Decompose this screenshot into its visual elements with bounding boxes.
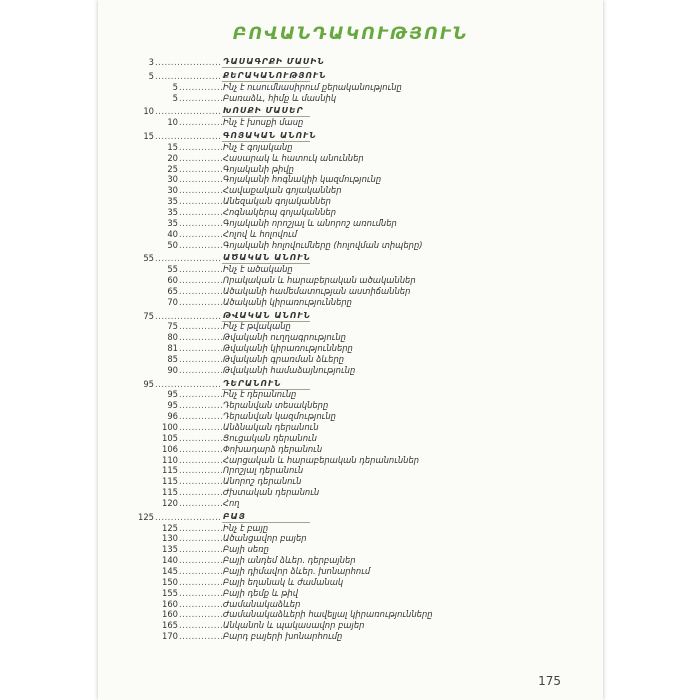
toc-leader-dots <box>155 512 221 523</box>
toc-entry <box>136 207 536 218</box>
toc-page-number: 95 <box>143 378 154 389</box>
toc-title: Ինչ է խոսքի մասը <box>223 117 304 128</box>
toc-leader-dots <box>179 207 222 218</box>
toc-leader-dots <box>179 185 222 196</box>
toc-title: Բայի դեմք և թիվ <box>223 587 299 598</box>
toc-entry <box>136 487 536 498</box>
toc-entry <box>136 93 536 104</box>
toc-entry <box>136 444 536 455</box>
toc-entry <box>136 609 536 620</box>
toc-entry <box>136 117 536 128</box>
toc-title: Բառաձև, հիմք և մասնիկ <box>223 92 337 103</box>
toc-page-number: 30 <box>167 185 178 196</box>
toc-page-number: 15 <box>143 131 154 142</box>
toc-leader-dots <box>179 196 222 207</box>
toc-title: Ինչ է գոյականը <box>223 141 293 152</box>
toc-title: Բայի դիմավոր ձևեր. խոնարհում <box>223 565 371 576</box>
toc-page-number: 75 <box>143 310 154 321</box>
toc-page-number: 70 <box>167 296 178 307</box>
toc-entry <box>136 264 536 275</box>
toc-title: Թվականի համաձայնությունը <box>223 364 356 375</box>
toc-entry <box>136 297 536 308</box>
toc-page-number: 35 <box>167 196 178 207</box>
toc-page-number: 106 <box>162 443 178 454</box>
toc-title: Ածականի համեմատության աստիճաններ <box>223 285 411 296</box>
toc-leader-dots <box>179 343 222 354</box>
toc-entry <box>136 354 536 365</box>
toc-leader-dots <box>179 229 222 240</box>
toc-entry <box>136 400 536 411</box>
toc-leader-dots <box>179 411 222 422</box>
toc-leader-dots <box>179 455 222 466</box>
toc-entry <box>136 164 536 175</box>
toc-page-number: 35 <box>167 217 178 228</box>
toc-title: Ցուցական դերանուն <box>223 432 317 443</box>
toc-title: Ժամանակաձևերի հավելյալ կիրառությունները <box>223 609 433 620</box>
toc-section <box>136 311 536 322</box>
toc-entry <box>136 411 536 422</box>
toc-page-number: 10 <box>167 117 178 128</box>
toc-title: ԴԵՐԱՆՈՒՆ <box>223 378 282 388</box>
toc-title: Հավաքական գոյականներ <box>223 185 342 196</box>
toc-entry <box>136 82 536 93</box>
toc-page-number: 30 <box>167 174 178 185</box>
toc-entry <box>136 343 536 354</box>
toc-title: Դերանվան կազմությունը <box>223 411 336 422</box>
toc-entry <box>136 286 536 297</box>
toc-page-number: 15 <box>167 141 178 152</box>
toc-title: Բայի եղանակ և ժամանակ <box>223 576 344 587</box>
toc-page-number: 95 <box>167 389 178 400</box>
toc-page-number: 170 <box>162 631 178 642</box>
toc-page-number: 130 <box>162 533 178 544</box>
toc-leader-dots <box>179 218 222 229</box>
toc-page-number: 20 <box>167 152 178 163</box>
toc-section <box>136 379 536 390</box>
toc-page-number: 100 <box>162 422 178 432</box>
toc-entry <box>136 321 536 332</box>
toc-leader-dots <box>179 577 222 588</box>
toc-page-number: 5 <box>172 81 178 92</box>
toc-page-number: 25 <box>167 163 178 174</box>
toc-entry <box>136 433 536 444</box>
toc-entry <box>136 599 536 610</box>
toc-entry <box>136 240 536 251</box>
toc-page-number: 135 <box>162 544 178 555</box>
toc-entry <box>136 588 536 599</box>
toc-title: Գոյականի թիվը <box>223 163 294 174</box>
toc-title: Ժամանակաձևեր <box>223 598 301 609</box>
toc-title: Անձնական դերանուն <box>223 422 319 432</box>
toc-leader-dots <box>179 389 222 400</box>
toc-leader-dots <box>179 498 222 509</box>
toc-leader-dots <box>179 142 222 153</box>
toc-leader-dots <box>179 354 222 365</box>
toc-title: Ինչ է դերանունը <box>223 389 297 400</box>
toc-leader-dots <box>179 433 222 444</box>
toc-title: Անեզական գոյականներ <box>223 196 331 207</box>
toc-title: Ինչ է ածականը <box>223 264 293 275</box>
toc-entry <box>136 218 536 229</box>
toc-title: Ժխտական դերանուն <box>223 487 320 498</box>
toc-page-number: 160 <box>162 598 178 609</box>
toc-page-number: 55 <box>143 253 154 264</box>
toc-title: Գոյականի որոշյալ և անորոշ առումներ <box>223 217 397 228</box>
toc-page-number: 40 <box>167 228 178 239</box>
toc-leader-dots <box>179 297 222 308</box>
toc-title: ԴԱՍԱԳՐՔԻ ՄԱՍԻՆ <box>223 57 325 66</box>
toc-page-number: 125 <box>162 522 178 533</box>
toc-entry <box>136 422 536 433</box>
toc-leader-dots <box>179 332 222 343</box>
toc-entry <box>136 275 536 286</box>
toc-page-number: 115 <box>162 476 178 487</box>
toc-title: Դերանվան տեսակները <box>223 400 329 411</box>
toc-page-number: 165 <box>162 620 178 631</box>
toc-entry <box>136 620 536 631</box>
toc-page-number: 95 <box>167 400 178 411</box>
toc-page-number: 60 <box>167 275 178 286</box>
section-underline <box>222 67 310 68</box>
toc-entry <box>136 455 536 466</box>
toc-page-number: 115 <box>162 487 178 498</box>
toc-page-number: 90 <box>167 364 178 375</box>
toc-leader-dots <box>179 631 222 642</box>
toc-section <box>136 71 536 82</box>
toc-page-number: 160 <box>162 609 178 620</box>
toc-title: Գոյականի հոլովումները (հոլովման տիպերը) <box>223 239 423 250</box>
toc-title: Գոյականի հոգնակիի կազմությունը <box>223 174 382 185</box>
toc-section <box>136 512 536 523</box>
toc-leader-dots <box>155 131 221 142</box>
toc-leader-dots <box>155 106 221 117</box>
toc-entry <box>136 631 536 642</box>
toc-page-number: 80 <box>167 332 178 343</box>
toc-page-number: 5 <box>172 92 178 103</box>
table-of-contents <box>136 57 536 642</box>
toc-leader-dots <box>179 555 222 566</box>
toc-page-number: 155 <box>162 587 178 598</box>
toc-title: Ածականի կիրառությունները <box>223 296 352 307</box>
toc-title: Բայի սեռը <box>223 544 269 555</box>
toc-leader-dots <box>179 566 222 577</box>
toc-leader-dots <box>179 465 222 476</box>
toc-title: Հոլով և հոլովում <box>223 228 298 239</box>
toc-title: Բայի անդեմ ձևեր. դերբայներ <box>223 555 356 566</box>
toc-entry <box>136 544 536 555</box>
toc-page-number: 3 <box>148 57 154 67</box>
toc-title: Որակական և հարաբերական ածականներ <box>223 275 416 286</box>
toc-entry <box>136 196 536 207</box>
toc-leader-dots <box>179 476 222 487</box>
toc-leader-dots <box>179 588 222 599</box>
book-page <box>98 0 603 700</box>
toc-page-number: 65 <box>167 285 178 296</box>
toc-page-number: 105 <box>162 432 178 443</box>
toc-page-number: 81 <box>167 343 178 354</box>
page-title: ԲՈՎԱՆԴԱԿՈՒԹՅՈՒՆ <box>232 24 469 44</box>
toc-title: ԲԱՅ <box>223 511 246 521</box>
toc-leader-dots <box>179 164 222 175</box>
toc-leader-dots <box>179 264 222 275</box>
toc-entry <box>136 555 536 566</box>
toc-page-number: 150 <box>162 576 178 587</box>
toc-entry <box>136 332 536 343</box>
toc-title: Ածանցավոր բայեր <box>223 533 307 544</box>
toc-title: Թվականի գրառման ձևերը <box>223 353 345 364</box>
toc-page-number: 35 <box>167 206 178 217</box>
toc-title: Որոշյալ դերանուն <box>223 465 304 476</box>
toc-leader-dots <box>179 523 222 534</box>
toc-leader-dots <box>179 544 222 555</box>
toc-leader-dots <box>155 57 221 68</box>
toc-leader-dots <box>155 71 221 82</box>
toc-entry <box>136 142 536 153</box>
toc-title: Հոգնակերպ գոյականներ <box>223 206 337 217</box>
toc-leader-dots <box>155 311 221 322</box>
toc-section <box>136 106 536 117</box>
toc-title: ՔԵՐԱԿԱՆՈՒԹՅՈՒՆ <box>223 70 327 80</box>
toc-leader-dots <box>179 609 222 620</box>
toc-entry <box>136 365 536 376</box>
toc-leader-dots <box>179 321 222 332</box>
toc-leader-dots <box>179 117 222 128</box>
toc-page-number: 5 <box>148 70 154 81</box>
toc-leader-dots <box>179 599 222 610</box>
toc-title: Ինչ է թվականը <box>223 321 291 332</box>
toc-leader-dots <box>179 620 222 631</box>
toc-page-number: 120 <box>162 497 178 508</box>
toc-page-number: 10 <box>143 106 154 117</box>
toc-leader-dots <box>179 82 222 93</box>
toc-title: Թվականի կիրառությունները <box>223 343 353 354</box>
toc-entry <box>136 566 536 577</box>
toc-page-number: 96 <box>167 411 178 422</box>
toc-page-number: 140 <box>162 555 178 566</box>
toc-title: Բարդ բայերի խոնարհումը <box>223 631 343 642</box>
toc-leader-dots <box>179 487 222 498</box>
toc-leader-dots <box>179 365 222 376</box>
toc-title: Հարցական և հարաբերական դերանուններ <box>223 454 420 465</box>
toc-leader-dots <box>179 240 222 251</box>
toc-title: ԽՈՍՔԻ ՄԱՍԵՐ <box>223 106 304 116</box>
toc-title: Անկանոն և պակասավոր բայեր <box>223 620 365 631</box>
toc-title: ԹՎԱԿԱՆ ԱՆՈՒՆ <box>223 310 311 320</box>
toc-entry <box>136 153 536 164</box>
toc-section <box>136 57 536 68</box>
toc-title: Թվականի ուղղագրությունը <box>223 332 346 343</box>
toc-leader-dots <box>179 286 222 297</box>
toc-section <box>136 253 536 264</box>
toc-title: Ինչ է բայը <box>223 522 269 533</box>
toc-entry <box>136 577 536 588</box>
toc-leader-dots <box>179 174 222 185</box>
toc-entry <box>136 498 536 509</box>
toc-title: Ինչ է ուսումնասիրում քերականությունը <box>223 81 402 92</box>
toc-title: Հող <box>223 497 240 508</box>
toc-leader-dots <box>179 153 222 164</box>
toc-page-number: 115 <box>162 465 178 476</box>
toc-page-number: 55 <box>167 264 178 275</box>
toc-entry <box>136 185 536 196</box>
toc-entry <box>136 174 536 185</box>
toc-leader-dots <box>179 93 222 104</box>
toc-entry <box>136 533 536 544</box>
toc-title: Փոխադարձ դերանուն <box>223 443 323 454</box>
toc-title: Անորոշ դերանուն <box>223 476 302 487</box>
toc-leader-dots <box>155 253 221 264</box>
toc-leader-dots <box>155 379 221 390</box>
toc-page-number: 110 <box>162 454 178 465</box>
toc-title: ԳՈՅԱԿԱՆ ԱՆՈՒՆ <box>223 131 317 141</box>
toc-section <box>136 131 536 142</box>
toc-leader-dots <box>179 444 222 455</box>
toc-page-number: 85 <box>167 353 178 364</box>
toc-leader-dots <box>179 275 222 286</box>
toc-page-number: 75 <box>167 321 178 332</box>
toc-leader-dots <box>179 400 222 411</box>
toc-leader-dots <box>179 422 222 433</box>
page-number: 175 <box>538 674 561 688</box>
toc-entry <box>136 523 536 534</box>
toc-page-number: 125 <box>138 511 154 522</box>
toc-entry <box>136 476 536 487</box>
toc-leader-dots <box>179 533 222 544</box>
toc-page-number: 145 <box>162 565 178 576</box>
toc-page-number: 50 <box>167 239 178 250</box>
toc-entry <box>136 229 536 240</box>
toc-title: ԱԾԱԿԱՆ ԱՆՈՒՆ <box>223 253 311 263</box>
toc-title: Հասարակ և հատուկ անուններ <box>223 152 364 163</box>
toc-entry <box>136 389 536 400</box>
toc-entry <box>136 465 536 476</box>
